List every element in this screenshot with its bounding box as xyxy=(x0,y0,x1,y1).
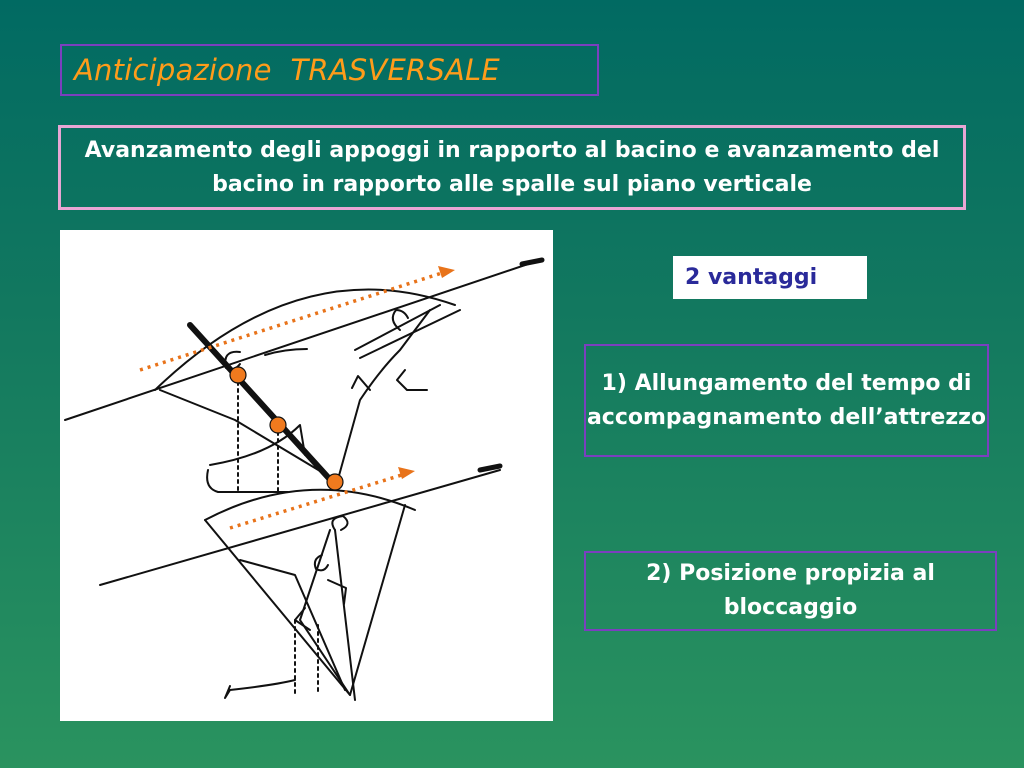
subtitle-box xyxy=(58,125,966,210)
slide-title: Anticipazione TRASVERSALE xyxy=(74,53,500,87)
hammer-throw-sketch xyxy=(60,230,553,721)
advantage-1-text: 1) Allungamento del tempo di accompagnamento dell’attrezzo xyxy=(586,370,987,430)
joint-pelvis xyxy=(270,417,286,433)
advantage-2-text: 2) Posizione propizia al bloccaggio xyxy=(646,561,935,620)
upper-long-line xyxy=(65,260,540,420)
lower-arrow xyxy=(230,474,405,528)
lower-arc xyxy=(205,490,415,520)
advantage-1-box xyxy=(584,344,989,457)
upper-arrow xyxy=(140,272,445,370)
vantaggi-label-box xyxy=(673,256,867,299)
title-box xyxy=(60,44,599,96)
joint-shoulder xyxy=(230,367,246,383)
vantaggi-label: 2 vantaggi xyxy=(685,265,818,290)
technique-figure xyxy=(60,230,553,721)
joint-foot xyxy=(327,474,343,490)
upper-arrowhead xyxy=(438,266,455,278)
advantage-2-box xyxy=(584,551,997,631)
lower-long-line xyxy=(100,470,500,585)
slide-subtitle: Avanzamento degli appoggi in rapporto al bacino e avanzamento del bacino in rapporto alle spalle sul piano verticale xyxy=(84,137,940,197)
